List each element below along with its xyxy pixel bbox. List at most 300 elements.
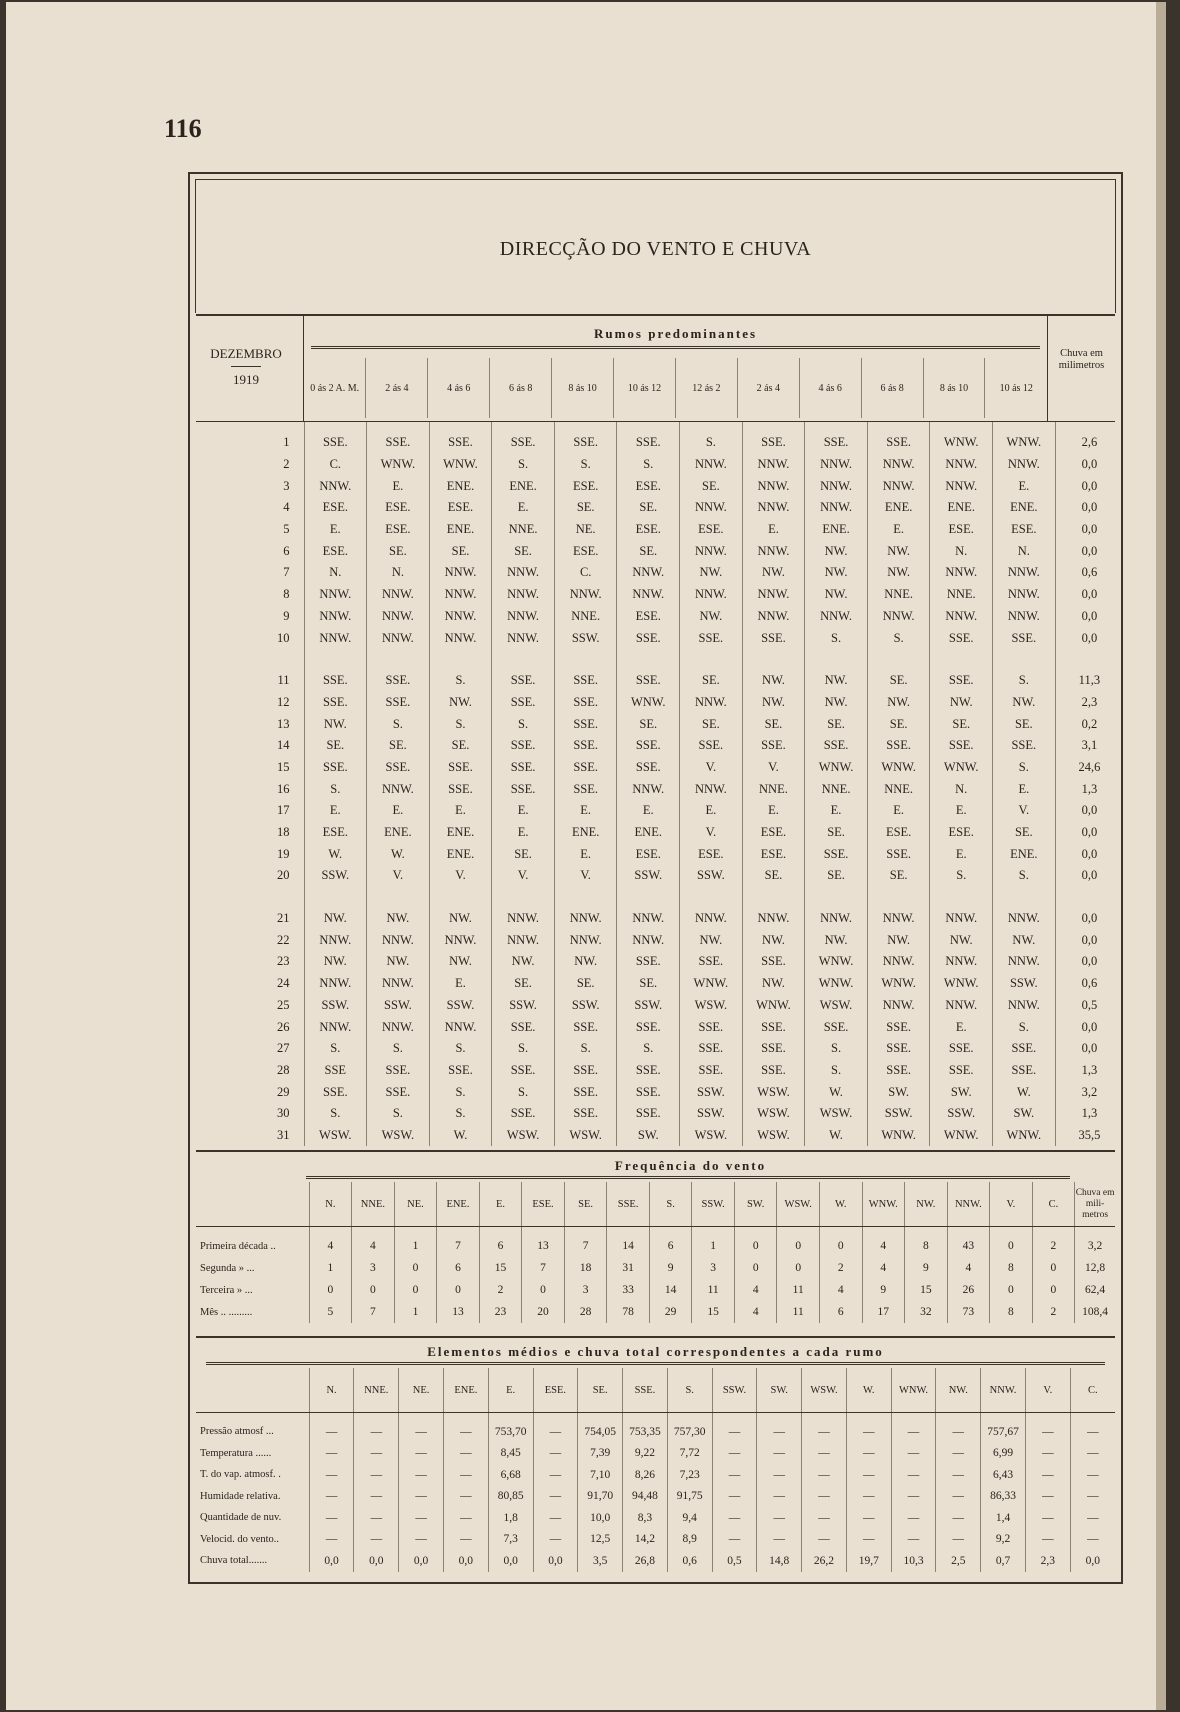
- table-row: [196, 1301, 1115, 1323]
- rain-cell: 1,3: [1055, 1103, 1123, 1125]
- elements-caption-row: [196, 1338, 1115, 1368]
- element-cell: —: [1070, 1443, 1115, 1465]
- wind-cell: NNW.: [617, 929, 680, 951]
- wind-cell: NNW.: [930, 606, 993, 628]
- wind-cell: SSE.: [867, 422, 930, 454]
- wind-cell: V.: [554, 865, 617, 887]
- wind-cell: SSE.: [617, 951, 680, 973]
- wind-cell: E.: [554, 800, 617, 822]
- wind-cell: NW.: [429, 908, 492, 930]
- element-cell: —: [354, 1486, 399, 1508]
- frequency-cell: 7: [522, 1257, 565, 1279]
- wind-cell: NNW.: [680, 778, 743, 800]
- element-cell: —: [533, 1507, 578, 1529]
- row-label: Primeira década ..: [200, 1240, 276, 1252]
- wind-cell: SE.: [367, 540, 430, 562]
- wind-cell: SSE.: [805, 422, 868, 454]
- wind-cell: ESE.: [680, 843, 743, 865]
- wind-cell: NW.: [680, 929, 743, 951]
- wind-cell: SSW.: [993, 973, 1056, 995]
- frequency-cell: 0: [777, 1257, 820, 1279]
- wind-cell: WNW.: [867, 757, 930, 779]
- table-row: [196, 1464, 1115, 1486]
- spacer-cell: [367, 887, 430, 908]
- direction-header: N.: [309, 1368, 354, 1413]
- wind-cell: SSE.: [304, 422, 367, 454]
- spacer-cell: [805, 887, 868, 908]
- wind-cell: NNW.: [867, 475, 930, 497]
- wind-cell: NNW.: [930, 908, 993, 930]
- rain-cell: 24,6: [1055, 757, 1123, 779]
- element-cell: 8,26: [623, 1464, 668, 1486]
- wind-cell: NNE.: [492, 519, 555, 541]
- wind-cell: WSW.: [367, 1125, 430, 1147]
- page-number: 116: [164, 114, 202, 143]
- wind-cell: SE.: [805, 865, 868, 887]
- wind-cell: WNW.: [617, 692, 680, 714]
- wind-cell: SSE.: [367, 1060, 430, 1082]
- wind-cell: ENE.: [805, 519, 868, 541]
- element-cell: —: [1070, 1464, 1115, 1486]
- wind-cell: ESE.: [742, 843, 805, 865]
- day-cell: 19: [277, 846, 290, 861]
- frequency-cell: 14: [607, 1227, 650, 1258]
- wind-cell: V.: [680, 757, 743, 779]
- row-label: Velocid. do vento..: [200, 1533, 280, 1545]
- day-cell: 18: [277, 825, 290, 840]
- year-label: 1919: [233, 372, 259, 387]
- wind-cell: SSE.: [367, 692, 430, 714]
- element-cell: 0,0: [354, 1550, 399, 1572]
- wind-cell: SSW.: [554, 627, 617, 649]
- rain-cell: 2,6: [1055, 422, 1123, 454]
- wind-cell: SSE.: [367, 670, 430, 692]
- wind-cell: NNW.: [492, 627, 555, 649]
- frequency-cell: 18: [564, 1257, 607, 1279]
- wind-cell: ESE.: [742, 822, 805, 844]
- wind-cell: SE.: [554, 497, 617, 519]
- element-cell: —: [712, 1486, 757, 1508]
- direction-header: W.: [846, 1368, 891, 1413]
- wind-cell: S.: [492, 713, 555, 735]
- wind-cell: NNW.: [680, 454, 743, 476]
- element-cell: —: [1025, 1507, 1070, 1529]
- hour-header: 8 ás 10: [552, 358, 614, 418]
- row-label: Pressão atmosf ...: [200, 1426, 274, 1438]
- wind-cell: SSE.: [367, 422, 430, 454]
- element-cell: —: [354, 1507, 399, 1529]
- element-cell: —: [891, 1413, 936, 1443]
- wind-cell: E.: [367, 800, 430, 822]
- wind-cell: WSW.: [554, 1125, 617, 1147]
- spacer-cell: [742, 649, 805, 670]
- frequency-cell: 5: [309, 1301, 352, 1323]
- frequency-cell: 3: [692, 1257, 735, 1279]
- day-cell: 10: [277, 630, 290, 645]
- wind-cell: ENE.: [429, 843, 492, 865]
- direction-header: C.: [1032, 1182, 1075, 1227]
- wind-cell: NNW.: [554, 929, 617, 951]
- frequency-cell: 0: [734, 1227, 777, 1258]
- corner-cell: [196, 1368, 309, 1413]
- spacer-cell: [1055, 887, 1123, 908]
- frequency-cell: 0: [819, 1227, 862, 1258]
- day-cell: 5: [283, 522, 290, 537]
- wind-cell: WNW.: [867, 1125, 930, 1147]
- element-cell: —: [936, 1529, 981, 1551]
- wind-cell: NNW.: [429, 929, 492, 951]
- wind-cell: NNW.: [367, 929, 430, 951]
- rain-cell: 0,0: [1055, 454, 1123, 476]
- wind-cell: SSE.: [680, 951, 743, 973]
- frequency-cell: 3: [564, 1279, 607, 1301]
- wind-cell: SSW.: [680, 1103, 743, 1125]
- direction-header: NW.: [905, 1182, 948, 1227]
- wind-cell: SSE.: [867, 843, 930, 865]
- table-row: [196, 843, 1123, 865]
- rain-cell: 0,0: [1055, 865, 1123, 887]
- frequency-cell: 0: [394, 1257, 437, 1279]
- wind-cell: NNW.: [429, 1016, 492, 1038]
- rain-cell: 35,5: [1055, 1125, 1123, 1147]
- direction-header: NNE.: [354, 1368, 399, 1413]
- day-cell: 24: [277, 976, 290, 991]
- spacer-cell: [993, 649, 1056, 670]
- element-cell: 10,3: [891, 1550, 936, 1572]
- element-cell: —: [802, 1486, 847, 1508]
- wind-cell: SSE.: [867, 1060, 930, 1082]
- element-cell: —: [936, 1413, 981, 1443]
- wind-cell: NE.: [554, 519, 617, 541]
- wind-cell: SSE.: [492, 757, 555, 779]
- element-cell: —: [443, 1464, 488, 1486]
- element-cell: —: [309, 1443, 354, 1465]
- wind-cell: NNW.: [993, 908, 1056, 930]
- spacer-cell: [304, 887, 367, 908]
- direction-header: NNW.: [947, 1182, 990, 1227]
- wind-cell: SSE.: [617, 1081, 680, 1103]
- day-cell: 9: [283, 608, 290, 623]
- element-cell: —: [354, 1443, 399, 1465]
- element-cell: —: [354, 1529, 399, 1551]
- table-row: [196, 1507, 1115, 1529]
- wind-cell: NW.: [429, 951, 492, 973]
- wind-cell: NNW.: [805, 497, 868, 519]
- rain-cell: 0,0: [1055, 1016, 1123, 1038]
- element-cell: —: [309, 1464, 354, 1486]
- element-cell: —: [757, 1507, 802, 1529]
- element-cell: 753,70: [488, 1413, 533, 1443]
- wind-cell: ESE.: [304, 497, 367, 519]
- wind-cell: WSW.: [742, 1125, 805, 1147]
- wind-cell: SSE.: [867, 1016, 930, 1038]
- table-row: [196, 757, 1123, 779]
- wind-cell: NNW.: [805, 606, 868, 628]
- day-cell: 27: [277, 1041, 290, 1056]
- element-cell: —: [1025, 1464, 1070, 1486]
- wind-cell: NNW.: [304, 584, 367, 606]
- wind-cell: E.: [867, 519, 930, 541]
- frequency-cell: 7: [352, 1301, 395, 1323]
- day-cell: 29: [277, 1084, 290, 1099]
- wind-cell: NNW.: [367, 584, 430, 606]
- element-cell: 1,8: [488, 1507, 533, 1529]
- wind-cell: WSW.: [680, 1125, 743, 1147]
- wind-cell: SE.: [867, 713, 930, 735]
- wind-cell: SSE: [304, 1060, 367, 1082]
- wind-cell: ESE.: [930, 822, 993, 844]
- wind-cell: ENE.: [617, 822, 680, 844]
- wind-cell: NNE.: [867, 584, 930, 606]
- wind-cell: WNW.: [993, 1125, 1056, 1147]
- direction-header: WSW.: [802, 1368, 847, 1413]
- element-cell: 753,35: [623, 1413, 668, 1443]
- table-row: [196, 1016, 1123, 1038]
- table-row: [196, 995, 1123, 1017]
- wind-cell: N.: [304, 562, 367, 584]
- wind-cell: SSE.: [492, 1103, 555, 1125]
- wind-cell: NNW.: [930, 951, 993, 973]
- wind-cell: ESE.: [617, 606, 680, 628]
- wind-cell: WSW.: [492, 1125, 555, 1147]
- wind-cell: SSW.: [930, 1103, 993, 1125]
- direction-header: NE.: [394, 1182, 437, 1227]
- element-cell: —: [309, 1529, 354, 1551]
- month-divider: [231, 366, 261, 367]
- wind-cell: S.: [993, 865, 1056, 887]
- table-row: [196, 778, 1123, 800]
- frequency-cell: 33: [607, 1279, 650, 1301]
- direction-header: NW.: [936, 1368, 981, 1413]
- frequency-cell: 26: [947, 1279, 990, 1301]
- element-cell: —: [443, 1529, 488, 1551]
- element-cell: 3,5: [578, 1550, 623, 1572]
- wind-cell: V.: [742, 757, 805, 779]
- frequency-cell: 0: [309, 1279, 352, 1301]
- wind-cell: NW.: [680, 606, 743, 628]
- wind-cell: S.: [429, 713, 492, 735]
- element-cell: —: [309, 1507, 354, 1529]
- frequency-cell: 4: [734, 1279, 777, 1301]
- wind-cell: NW.: [742, 973, 805, 995]
- wind-cell: NNW.: [492, 584, 555, 606]
- wind-cell: S.: [680, 422, 743, 454]
- element-cell: —: [802, 1529, 847, 1551]
- wind-cell: NW.: [742, 692, 805, 714]
- direction-header: SE.: [564, 1182, 607, 1227]
- wind-cell: N.: [930, 540, 993, 562]
- wind-cell: WNW.: [930, 422, 993, 454]
- day-cell: 13: [277, 716, 290, 731]
- frequency-cell: 4: [862, 1257, 905, 1279]
- element-cell: —: [1025, 1443, 1070, 1465]
- direction-header: SSE.: [623, 1368, 668, 1413]
- day-cell: 21: [277, 911, 290, 926]
- rain-cell: 0,6: [1055, 562, 1123, 584]
- element-cell: 1,4: [981, 1507, 1026, 1529]
- wind-cell: SSE.: [304, 670, 367, 692]
- wind-cell: SSE.: [617, 757, 680, 779]
- day-cell: 17: [277, 803, 290, 818]
- wind-cell: NNW.: [930, 475, 993, 497]
- rain-cell: 0,0: [1055, 519, 1123, 541]
- wind-cell: NW.: [805, 929, 868, 951]
- wind-cell: ESE.: [367, 497, 430, 519]
- wind-cell: NNW.: [554, 908, 617, 930]
- direction-header: ENE.: [437, 1182, 480, 1227]
- wind-cell: ENE.: [554, 822, 617, 844]
- wind-cell: NNW.: [617, 778, 680, 800]
- direction-header: WNW.: [862, 1182, 905, 1227]
- wind-cell: NW.: [805, 540, 868, 562]
- wind-cell: SSW.: [617, 865, 680, 887]
- element-cell: 14,8: [757, 1550, 802, 1572]
- element-cell: —: [443, 1443, 488, 1465]
- wind-cell: NNW.: [367, 973, 430, 995]
- wind-cell: ENE.: [993, 497, 1056, 519]
- element-cell: —: [846, 1529, 891, 1551]
- day-cell: 2: [283, 457, 290, 472]
- wind-direction-header: [196, 314, 1115, 422]
- wind-cell: WNW.: [367, 454, 430, 476]
- wind-cell: SSE.: [742, 422, 805, 454]
- wind-cell: S.: [492, 1038, 555, 1060]
- element-cell: —: [443, 1413, 488, 1443]
- table-row: [196, 584, 1123, 606]
- frequency-cell: 3: [352, 1257, 395, 1279]
- caption-brace: [311, 346, 1040, 349]
- wind-cell: SSE.: [993, 735, 1056, 757]
- wind-cell: SE.: [304, 735, 367, 757]
- wind-cell: NNW.: [367, 1016, 430, 1038]
- table-row: [196, 562, 1123, 584]
- day-cell: 14: [277, 738, 290, 753]
- hour-header: 4 ás 6: [799, 358, 861, 418]
- frequency-cell: 9: [905, 1257, 948, 1279]
- wind-cell: S.: [805, 1038, 868, 1060]
- rain-cell: 0,2: [1055, 713, 1123, 735]
- day-cell: 8: [283, 587, 290, 602]
- spacer-row: [196, 887, 1123, 908]
- element-cell: —: [846, 1464, 891, 1486]
- wind-cell: NW.: [993, 692, 1056, 714]
- hour-header: 2 ás 4: [737, 358, 799, 418]
- frequency-cell: 1: [309, 1257, 352, 1279]
- table-row: [196, 422, 1123, 454]
- month-label: DEZEMBRO: [210, 346, 282, 361]
- direction-header: E.: [488, 1368, 533, 1413]
- element-cell: 7,10: [578, 1464, 623, 1486]
- element-cell: —: [354, 1413, 399, 1443]
- wind-cell: E.: [492, 800, 555, 822]
- wind-cell: SSE.: [304, 1081, 367, 1103]
- wind-cell: SSE.: [993, 1060, 1056, 1082]
- wind-cell: SSE.: [805, 843, 868, 865]
- wind-cell: SSW.: [554, 995, 617, 1017]
- table-row: [196, 865, 1123, 887]
- frequency-cell: 8: [905, 1227, 948, 1258]
- rain-cell: 0,0: [1055, 497, 1123, 519]
- hour-header: 10 ás 12: [985, 358, 1047, 418]
- element-cell: —: [533, 1464, 578, 1486]
- spacer-cell: [304, 649, 367, 670]
- frequency-cell: 6: [819, 1301, 862, 1323]
- wind-cell: SE.: [805, 713, 868, 735]
- wind-cell: ESE.: [930, 519, 993, 541]
- element-cell: —: [757, 1529, 802, 1551]
- wind-cell: WNW.: [805, 757, 868, 779]
- frequency-cell: 6: [649, 1227, 692, 1258]
- element-cell: 754,05: [578, 1413, 623, 1443]
- element-cell: —: [891, 1443, 936, 1465]
- frequency-cell: 4: [352, 1227, 395, 1258]
- day-cell: 30: [277, 1106, 290, 1121]
- wind-cell: NW.: [492, 951, 555, 973]
- wind-cell: SSE.: [680, 1060, 743, 1082]
- wind-cell: WNW.: [930, 973, 993, 995]
- elements-table: [196, 1368, 1115, 1572]
- wind-cell: NNW.: [742, 497, 805, 519]
- wind-cell: SE.: [805, 822, 868, 844]
- wind-cell: SSE.: [429, 778, 492, 800]
- spacer-cell: [429, 649, 492, 670]
- wind-cell: SSE.: [742, 1060, 805, 1082]
- frequency-cell: 0: [734, 1257, 777, 1279]
- wind-cell: ENE.: [367, 822, 430, 844]
- wind-cell: NNW.: [367, 778, 430, 800]
- element-cell: 6,99: [981, 1443, 1026, 1465]
- wind-cell: NNE.: [554, 606, 617, 628]
- wind-cell: NW.: [805, 584, 868, 606]
- day-cell: 22: [277, 932, 290, 947]
- wind-cell: S.: [930, 865, 993, 887]
- rain-header: Chuva em milimetros: [1047, 316, 1115, 421]
- direction-header: E.: [479, 1182, 522, 1227]
- wind-cell: SSE.: [617, 627, 680, 649]
- wind-cell: NNW.: [492, 606, 555, 628]
- wind-cell: NW.: [867, 562, 930, 584]
- day-cell: 4: [283, 500, 290, 515]
- wind-cell: E.: [930, 843, 993, 865]
- wind-cell: E.: [492, 497, 555, 519]
- row-label: T. do vap. atmosf. .: [200, 1469, 281, 1481]
- spacer-cell: [617, 649, 680, 670]
- rain-cell: 11,3: [1055, 670, 1123, 692]
- wind-cell: S.: [304, 1103, 367, 1125]
- element-cell: 9,4: [667, 1507, 712, 1529]
- hour-header: 4 ás 6: [428, 358, 490, 418]
- frequency-caption: Frequência do vento: [614, 1158, 767, 1173]
- table-row: [196, 1486, 1115, 1508]
- wind-cell: S.: [429, 1038, 492, 1060]
- wind-cell: ESE.: [617, 519, 680, 541]
- spacer-cell: [930, 887, 993, 908]
- rain-cell: 3,1: [1055, 735, 1123, 757]
- wind-cell: SE.: [429, 735, 492, 757]
- wind-cell: NNW.: [304, 1016, 367, 1038]
- frequency-cell: 14: [649, 1279, 692, 1301]
- hour-header: 12 ás 2: [675, 358, 737, 418]
- wind-cell: NNW.: [993, 454, 1056, 476]
- rain-cell: 0,0: [1055, 908, 1123, 930]
- wind-cell: SSE.: [554, 670, 617, 692]
- element-cell: 0,6: [667, 1550, 712, 1572]
- element-cell: —: [1025, 1413, 1070, 1443]
- spacer-cell: [554, 887, 617, 908]
- frequency-cell: 15: [479, 1257, 522, 1279]
- wind-cell: SSW.: [304, 995, 367, 1017]
- wind-cell: NNW.: [492, 929, 555, 951]
